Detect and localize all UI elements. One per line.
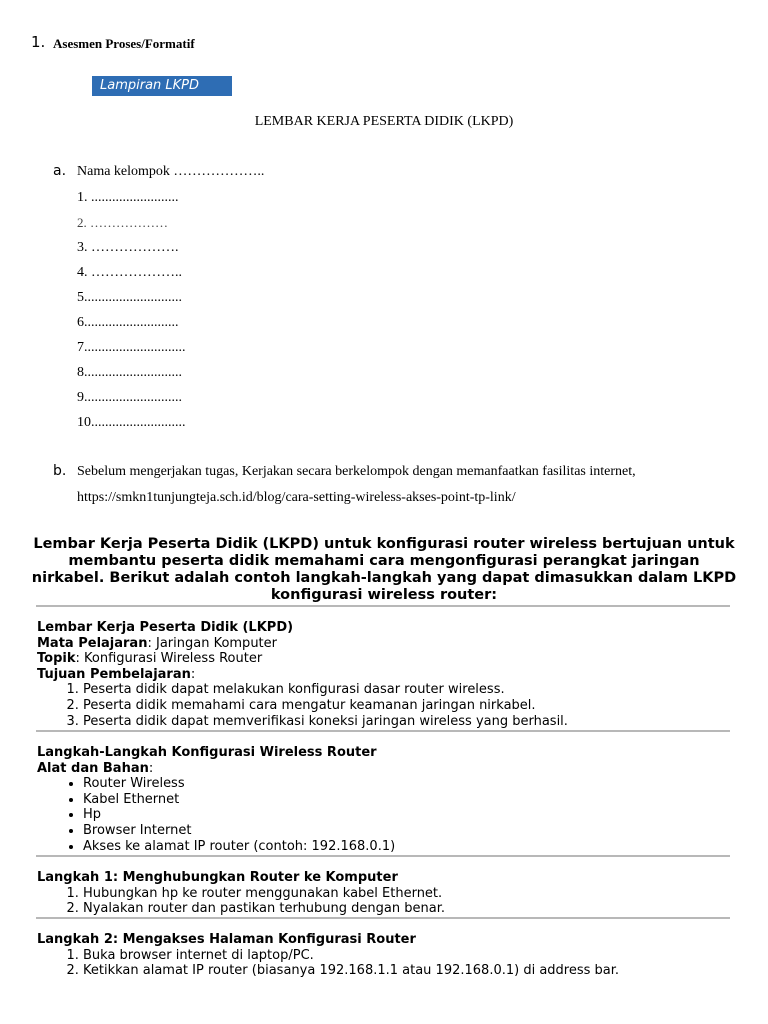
- topic-value: : Konfigurasi Wireless Router: [75, 651, 263, 667]
- divider: [36, 855, 730, 857]
- member-line: 7.............................: [77, 340, 186, 355]
- tools-title: Langkah-Langkah Konfigurasi Wireless Router: [37, 745, 377, 760]
- info-title: Lembar Kerja Peserta Didik (LKPD): [37, 620, 294, 635]
- tools-label: Alat dan Bahan: [37, 760, 149, 776]
- subject-value: : Jaringan Komputer: [147, 635, 277, 651]
- member-line: 1. .........................: [77, 190, 179, 205]
- item-b-letter: b.: [53, 463, 67, 479]
- member-line: 5............................: [77, 290, 182, 305]
- member-line: 6...........................: [77, 315, 179, 330]
- member-line: 4. ………………..: [77, 265, 182, 280]
- subject-label: Mata Pelajaran: [37, 635, 148, 651]
- lkpd-info: [37, 620, 568, 729]
- document-title: LEMBAR KERJA PESERTA DIDIK (LKPD): [254, 114, 514, 129]
- item-b-instruction: Sebelum mengerjakan tugas, Kerjakan secara berkelompok dengan memanfaatkan fasilitas internet,: [77, 464, 636, 479]
- intro-heading: Lembar Kerja Peserta Didik (LKPD) untuk konfigurasi router wireless bertujuan untuk membantu peserta didik memahami cara mengonfigurasi perangkat jaringan nirkabel. Berikut adalah contoh langkah-langkah yang dapat dimasukkan dalam LKPD konfigurasi wireless router:: [31, 536, 737, 603]
- tool-item: • Router Wireless: [83, 776, 395, 792]
- item-a-letter: a.: [53, 163, 67, 179]
- reference-link[interactable]: https://smkn1tunjungteja.sch.id/blog/cara-setting-wireless-akses-point-tp-link/: [77, 490, 516, 505]
- member-list: [77, 188, 186, 438]
- step2-title: Langkah 2: Mengakses Halaman Konfigurasi Router: [37, 932, 416, 947]
- section-title: Asesmen Proses/Formatif: [53, 36, 195, 51]
- tools-section: [37, 745, 395, 854]
- divider: [36, 917, 730, 919]
- goal-item: 2. Peserta didik memahami cara mengatur keamanan jaringan nirkabel.: [83, 698, 568, 714]
- goals-label: Tujuan Pembelajaran: [37, 666, 191, 682]
- tools-colon: :: [148, 760, 154, 776]
- group-name-field: Nama kelompok ………………..: [77, 164, 265, 179]
- goals-colon: :: [190, 666, 196, 682]
- tool-item: • Kabel Ethernet: [83, 792, 395, 808]
- tool-item: • Akses ke alamat IP router (contoh: 192.168.0.1): [83, 839, 395, 855]
- member-line: 9............................: [77, 390, 182, 405]
- member-line: 3. ……………….: [77, 240, 179, 255]
- tools-list: [37, 776, 395, 854]
- step1-section: [37, 870, 445, 917]
- member-line: 10...........................: [77, 415, 186, 430]
- goal-item: 3. Peserta didik dapat memverifikasi koneksi jaringan wireless yang berhasil.: [83, 714, 568, 730]
- step2-section: [37, 932, 619, 979]
- topic-label: Topik: [37, 651, 76, 667]
- step2-item: 1. Buka browser internet di laptop/PC.: [83, 948, 619, 964]
- step1-title: Langkah 1: Menghubungkan Router ke Komputer: [37, 870, 398, 885]
- section-number: 1.: [31, 33, 46, 51]
- tool-item: • Browser Internet: [83, 823, 395, 839]
- step2-list: [37, 948, 619, 979]
- step1-item: 2. Nyalakan router dan pastikan terhubung dengan benar.: [83, 901, 445, 917]
- lampiran-badge: Lampiran LKPD: [92, 76, 232, 96]
- member-line: 2. ………………: [77, 215, 168, 230]
- goals-list: [37, 682, 568, 729]
- member-line: 8............................: [77, 365, 182, 380]
- divider: [36, 730, 730, 732]
- divider: [36, 605, 730, 607]
- tool-item: • Hp: [83, 807, 395, 823]
- step1-list: [37, 886, 445, 917]
- step1-item: 1. Hubungkan hp ke router menggunakan kabel Ethernet.: [83, 886, 445, 902]
- goal-item: 1. Peserta didik dapat melakukan konfigurasi dasar router wireless.: [83, 682, 568, 698]
- step2-item: 2. Ketikkan alamat IP router (biasanya 192.168.1.1 atau 192.168.0.1) di address bar.: [83, 963, 619, 979]
